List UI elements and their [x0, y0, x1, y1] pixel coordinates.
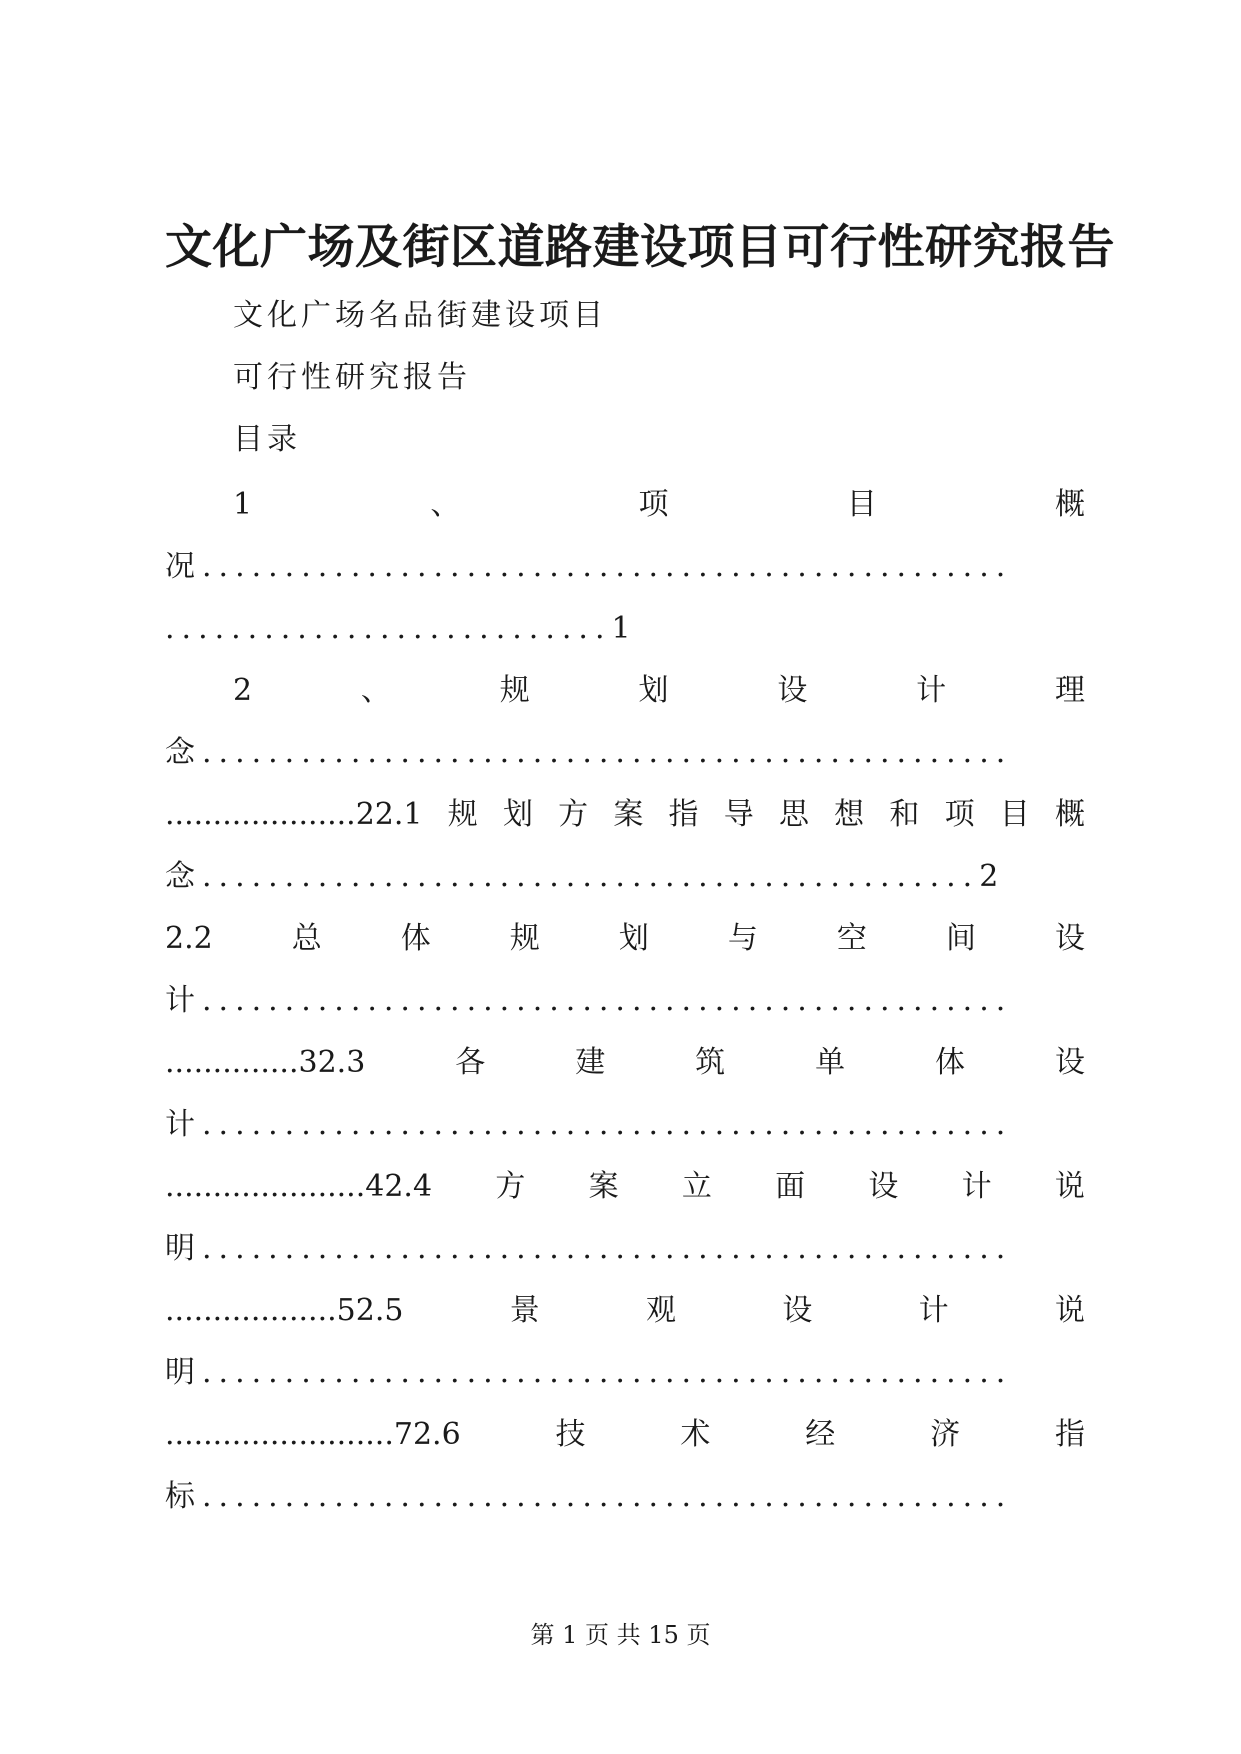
report-type: 可行性研究报告: [233, 360, 471, 395]
toc-line: 计.................................................: [165, 1107, 1013, 1142]
toc-line: 明.................................................: [165, 1355, 1013, 1390]
toc-line: 1 、 项 目 概: [233, 487, 1085, 522]
toc-line: 念.................................................: [165, 735, 1013, 770]
toc-line: ..................52.5 景 观 设 计 说: [165, 1293, 1085, 1328]
toc-line: 明.................................................: [165, 1231, 1013, 1266]
toc-line: 2.2 总 体 规 划 与 空 间 设: [165, 921, 1085, 956]
toc-line: 计.................................................: [165, 983, 1013, 1018]
toc-line: ..............32.3 各 建 筑 单 体 设: [165, 1045, 1085, 1080]
page-title: 文化广场及街区道路建设项目可行性研究报告: [165, 220, 1115, 275]
toc-line: 况.................................................: [165, 549, 1013, 584]
toc-heading: 目录: [233, 422, 301, 457]
toc-line: ...........................1: [165, 611, 638, 646]
toc-line: 念...............................................2: [165, 859, 1006, 894]
toc-line: .....................42.4 方 案 立 面 设 计 说: [165, 1169, 1085, 1204]
toc-line: ....................22.1 规 划 方 案 指 导 思 想 和 项 目 概: [165, 797, 1085, 832]
project-name: 文化广场名品街建设项目: [233, 298, 607, 333]
toc-line: 2 、 规 划 设 计 理: [233, 673, 1085, 708]
page-footer: 第 1 页 共 15 页: [530, 1621, 711, 1649]
table-of-contents: [165, 474, 1085, 1528]
toc-line: ........................72.6 技 术 经 济 指: [165, 1417, 1085, 1452]
toc-line: 标.................................................: [165, 1479, 1013, 1514]
